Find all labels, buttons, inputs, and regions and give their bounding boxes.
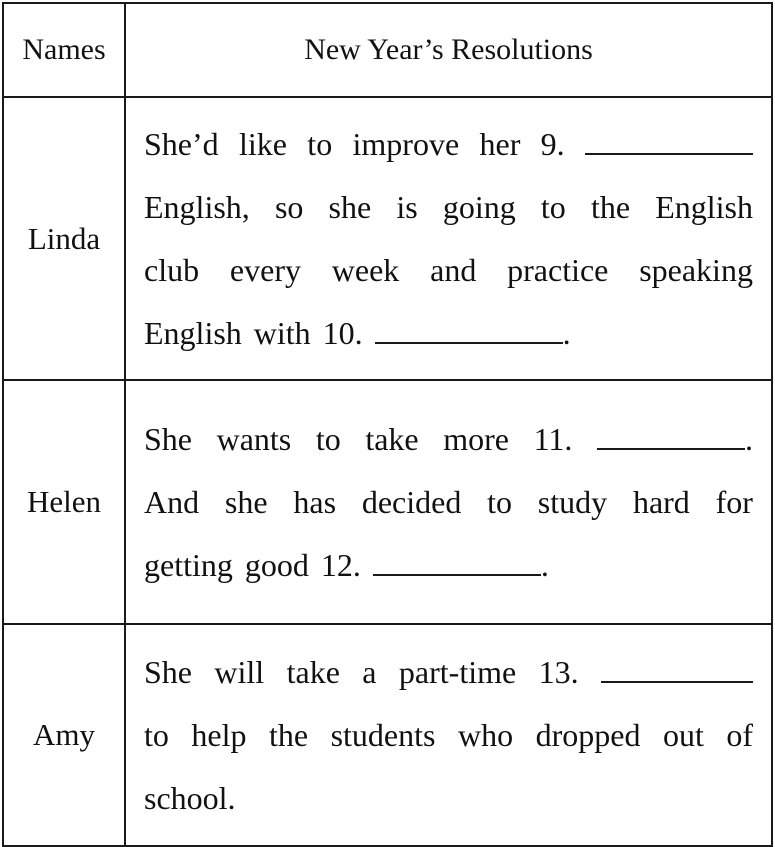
answer-blank-12[interactable] (373, 548, 541, 576)
word: the (590, 188, 631, 225)
word: She’d (144, 125, 219, 162)
blank-group-12 (373, 534, 549, 597)
resolution-cell-linda (125, 97, 772, 380)
question-number-12: 12. (320, 546, 361, 583)
resolution-cell-helen (125, 380, 772, 624)
word: take (365, 420, 419, 457)
question-number-13: 13. (538, 653, 579, 690)
word: to (487, 483, 512, 520)
word: a (362, 653, 377, 690)
word: school. (144, 779, 236, 816)
word: to (315, 420, 341, 457)
answer-blank-11[interactable] (597, 422, 745, 450)
blank-group-10 (375, 302, 571, 365)
word: going (442, 188, 516, 225)
word: help (191, 716, 247, 753)
word: to (307, 125, 333, 162)
word: for (715, 483, 753, 520)
word: every (229, 251, 301, 288)
answer-blank-13[interactable] (601, 655, 753, 683)
answer-blank-9[interactable] (585, 127, 753, 155)
word: to (540, 188, 566, 225)
word: club (144, 251, 200, 288)
question-number-9: 9. (540, 125, 565, 162)
resolution-line (144, 176, 753, 239)
name-cell-linda: Linda (3, 97, 125, 380)
table-row-helen (3, 380, 772, 624)
table-row-linda (3, 97, 772, 380)
period: . (562, 314, 571, 351)
word: the (268, 716, 309, 753)
period: . (540, 546, 549, 583)
word: to (144, 716, 169, 753)
question-number-10: 10. (322, 314, 363, 351)
word: improve (352, 125, 460, 162)
table-row-amy (3, 624, 772, 846)
word: students (330, 716, 436, 753)
word: she (224, 483, 268, 520)
resolution-cell-amy (125, 624, 772, 846)
resolution-line (144, 302, 753, 365)
resolution-line (144, 704, 753, 767)
word: more (443, 420, 509, 457)
word: who (457, 716, 514, 753)
word: is (396, 188, 418, 225)
resolution-line (144, 767, 753, 830)
word: with (253, 314, 311, 351)
blank-group-11 (597, 408, 753, 471)
word: will (214, 653, 265, 690)
resolution-line (144, 641, 753, 704)
word: And (144, 483, 200, 520)
resolution-line (144, 113, 753, 176)
word: practice (507, 251, 609, 288)
word: speaking (639, 251, 753, 288)
name-cell-helen: Helen (3, 380, 125, 624)
answer-blank-10[interactable] (375, 316, 563, 344)
word: so (274, 188, 304, 225)
word: has (293, 483, 337, 520)
word: week (331, 251, 400, 288)
header-names: Names (3, 3, 125, 97)
word: like (238, 125, 287, 162)
resolution-line (144, 408, 753, 471)
resolution-line (144, 239, 753, 302)
resolutions-table (2, 2, 773, 847)
word: study (537, 483, 608, 520)
header-row (3, 3, 772, 97)
word: hard (632, 483, 690, 520)
word: dropped (535, 716, 641, 753)
word: take (286, 653, 340, 690)
word: getting (144, 546, 233, 583)
word: part-time (398, 653, 517, 690)
word: decided (361, 483, 462, 520)
question-number-11: 11. (533, 420, 573, 457)
word: She (144, 420, 192, 457)
word: good (244, 546, 309, 583)
period: . (744, 420, 753, 457)
name-cell-amy: Amy (3, 624, 125, 846)
word: and (430, 251, 477, 288)
word: She (144, 653, 192, 690)
word: English (144, 314, 242, 351)
resolution-line (144, 471, 753, 534)
word: English, (144, 188, 250, 225)
word: of (726, 716, 753, 753)
word: wants (216, 420, 292, 457)
header-resolutions: New Year’s Resolutions (125, 3, 772, 97)
word: English (655, 188, 753, 225)
word: her (479, 125, 521, 162)
word: out (662, 716, 704, 753)
word: she (328, 188, 372, 225)
resolution-line (144, 534, 753, 597)
